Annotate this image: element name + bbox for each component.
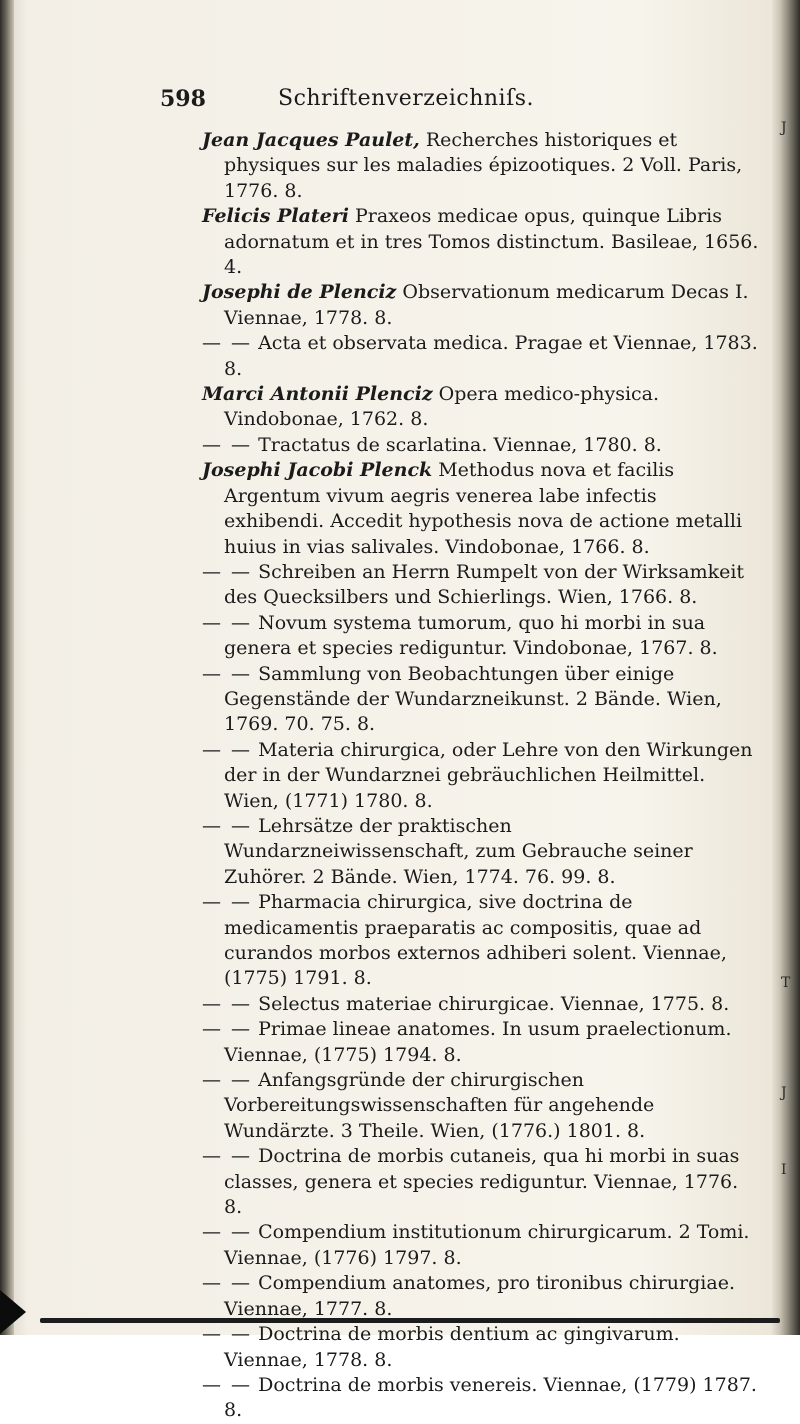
entry-ditto-dash: — — — [202, 1323, 253, 1346]
bibliography-entry — [202, 1373, 762, 1424]
entry-ditto-dash: — — — [202, 891, 253, 914]
bibliography-entry — [202, 1322, 762, 1373]
entry-text: Praxeos medicae opus, quinque Libris adornatum et in tres Tomos distinctum. Basileae, 1656. 4. — [224, 205, 759, 279]
bibliography-entry — [202, 204, 762, 280]
bibliography-entry — [202, 662, 762, 738]
bibliography-entry — [202, 814, 762, 890]
entry-author: Jean Jacques Paulet, — [202, 129, 420, 151]
entry-ditto-dash: — — — [202, 1272, 253, 1295]
entry-text: Schreiben an Herrn Rumpelt von der Wirksamkeit des Quecksilbers und Schierlings. Wien, 1766. 8. — [224, 560, 745, 609]
entry-ditto-dash: — — — [202, 1145, 253, 1168]
bibliography-entry — [202, 611, 762, 662]
margin-glyph: J — [781, 1085, 787, 1101]
entry-ditto-dash: — — — [202, 611, 253, 634]
entry-text: Doctrina de morbis venereis. Viennae, (1779) 1787. 8. — [224, 1373, 757, 1422]
bibliography-entry — [202, 280, 762, 331]
entry-text: Doctrina de morbis cutaneis, qua hi morbi in suas classes, genera et species rediguntur. Viennae, 1776. 8. — [224, 1145, 740, 1219]
running-head: Schriftenverzeichniſs. — [278, 86, 535, 111]
bottom-left-mark — [0, 1290, 26, 1334]
entry-text: Selectus materiae chirurgicae. Viennae, 1775. 8. — [252, 992, 730, 1015]
entry-ditto-dash: — — — [202, 433, 253, 456]
bibliography-entry — [202, 992, 762, 1017]
entry-ditto-dash: — — — [202, 738, 253, 761]
entry-text: Primae lineae anatomes. In usum praelectionum. Viennae, (1775) 1794. 8. — [224, 1018, 732, 1066]
entry-ditto-dash: — — — [202, 1069, 253, 1092]
right-page-edge — [770, 0, 800, 1335]
bibliography-entry — [202, 1144, 762, 1220]
page-number: 598 — [160, 86, 206, 112]
bibliography-list — [202, 128, 762, 1424]
page-header — [160, 86, 760, 120]
entry-text: Novum systema tumorum, quo hi morbi in sua genera et species rediguntur. Vindobonae, 1767. 8. — [224, 611, 718, 660]
left-page-edge — [0, 0, 14, 1335]
margin-glyph: T — [781, 975, 791, 991]
entry-ditto-dash: — — — [202, 992, 253, 1015]
bibliography-entry — [202, 331, 762, 382]
bibliography-entry — [202, 458, 762, 560]
entry-author: Josephi de Plenciz — [202, 281, 397, 304]
bibliography-entry — [202, 738, 762, 814]
entry-ditto-dash: — — — [202, 332, 253, 355]
entry-text: Opera medico-physica. Vindobonae, 1762. 8. — [224, 383, 660, 431]
bibliography-entry — [202, 433, 762, 458]
entry-text: Lehrsätze der praktischen Wundarzneiwissenschaft, zum Gebrauche seiner Zuhörer. 2 Bände. Wien, 1774. 76. 99. 8. — [224, 814, 693, 888]
bibliography-entry — [202, 1017, 762, 1068]
entry-author: Felicis Plateri — [202, 205, 349, 228]
entry-ditto-dash: — — — [202, 1373, 253, 1396]
entry-text: Acta et observata medica. Pragae et Viennae, 1783. 8. — [224, 332, 758, 380]
entry-text: Doctrina de morbis dentium ac gingivarum. Viennae, 1778. 8. — [224, 1323, 680, 1371]
bibliography-entry — [202, 1271, 762, 1322]
bibliography-entry — [202, 560, 762, 611]
entry-ditto-dash: — — — [202, 1018, 253, 1041]
bibliography-entry — [202, 382, 762, 433]
entry-text: Sammlung von Beobachtungen über einige Gegenstände der Wundarzneikunst. 2 Bände. Wien, 1769. 70. 75. 8. — [224, 662, 722, 736]
entry-ditto-dash: — — — [202, 560, 253, 583]
entry-text: Recherches historiques et physiques sur les maladies épizootiques. 2 Voll. Paris, 1776. 8. — [224, 129, 743, 202]
entry-ditto-dash: — — — [202, 662, 253, 685]
entry-text: Materia chirurgica, oder Lehre von den Wirkungen der in der Wundarznei gebräuchlichen Heilmittel. Wien, (1771) 1780. 8. — [224, 738, 753, 812]
margin-glyph: J — [781, 120, 787, 136]
entry-ditto-dash: — — — [202, 814, 253, 837]
entry-text: Tractatus de scarlatina. Viennae, 1780. 8. — [252, 433, 662, 456]
entry-text: Compendium institutionum chirurgicarum. 2 Tomi. Viennae, (1776) 1797. 8. — [224, 1221, 750, 1269]
entry-author: Marci Antonii Plenciz — [202, 383, 433, 406]
entry-text: Compendium anatomes, pro tironibus chirurgiae. Viennae, 1777. 8. — [224, 1272, 735, 1320]
bibliography-entry — [202, 1068, 762, 1144]
bibliography-entry — [202, 890, 762, 992]
margin-glyph: I — [781, 1162, 787, 1178]
bibliography-entry — [202, 1220, 762, 1271]
entry-text: Observationum medicarum Decas I. Viennae, 1778. 8. — [224, 281, 749, 329]
bibliography-entry — [202, 128, 762, 204]
entry-text: Methodus nova et facilis Argentum vivum aegris venerea labe infectis exhibendi. Accedit hypothesis nova de actione metalli huius in vias salivales. Vindobonae, 1766. 8. — [224, 459, 743, 558]
entry-ditto-dash: — — — [202, 1221, 253, 1244]
entry-author: Josephi Jacobi Plenck — [202, 459, 433, 482]
entry-text: Anfangsgründe der chirurgischen Vorbereitungswissenschaften für angehende Wundärzte. 3 Theile. Wien, (1776.) 1801. 8. — [224, 1069, 655, 1142]
entry-text: Pharmacia chirurgica, sive doctrina de medicamentis praeparatis ac compositis, quae ad curandos morbos externos adhiberi solent. Viennae, (1775) 1791. 8. — [224, 891, 727, 990]
